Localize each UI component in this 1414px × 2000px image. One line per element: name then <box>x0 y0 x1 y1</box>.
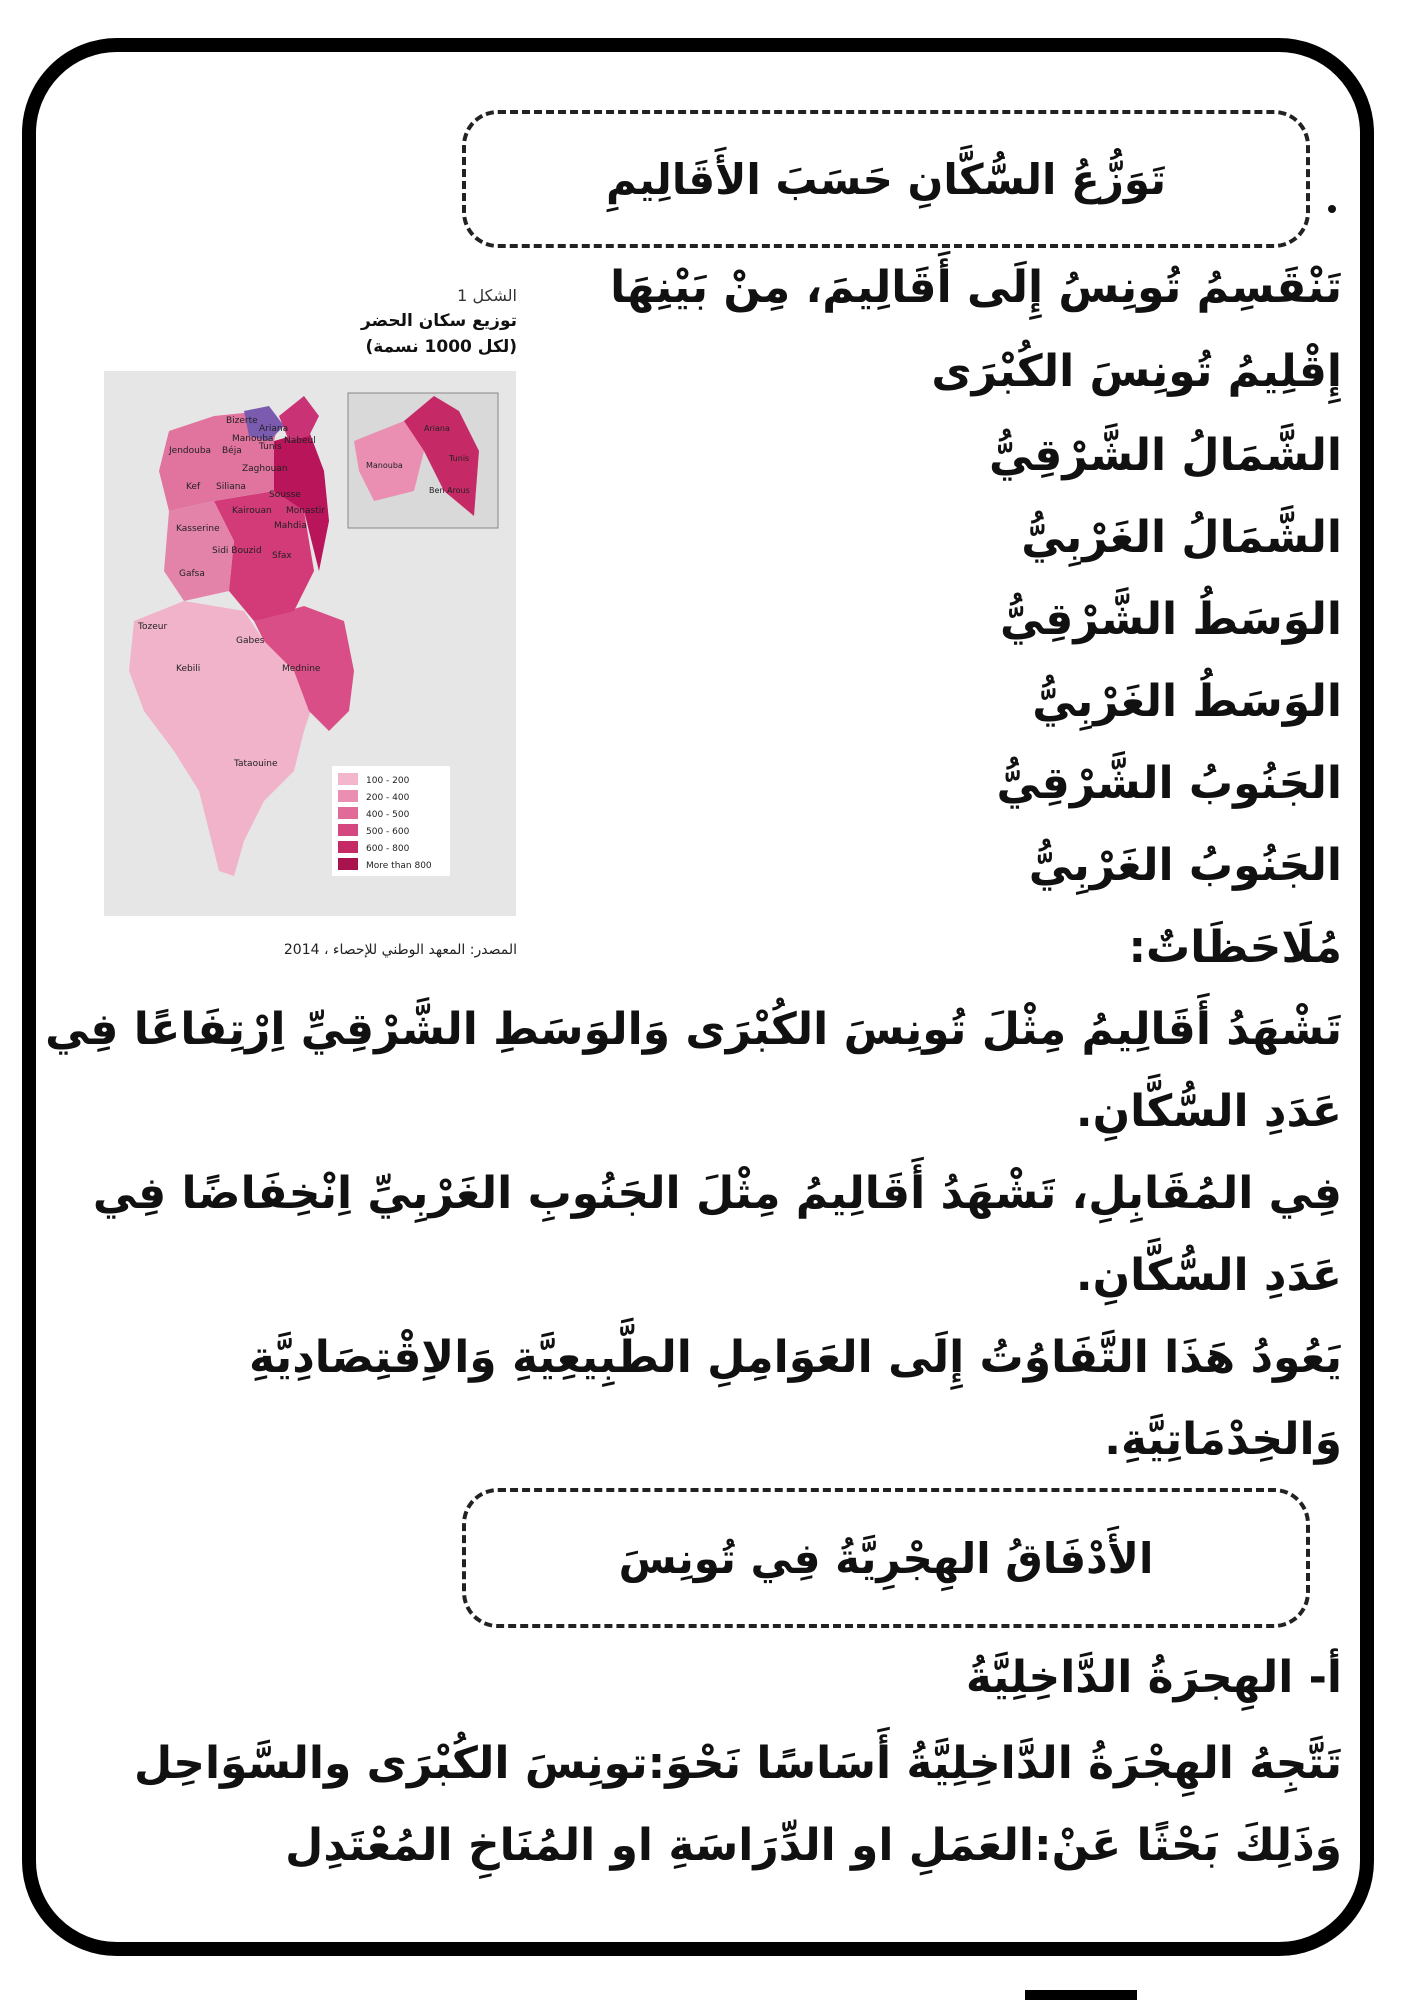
map-label: Sidi Bouzid <box>212 546 262 556</box>
region-item: الشَّمَالُ الغَرْبِيُّ <box>1021 512 1342 563</box>
migration-line: تَتَّجِهُ الهِجْرَةُ الدَّاخِلِيَّةُ أَسَاسًا نَحْوَ:تونِسَ الكُبْرَى والسَّوَاحِل <box>133 1738 1342 1789</box>
section-title: الأَدْفَاقُ الهِجْرِيَّةُ فِي تُونِسَ <box>618 1533 1154 1583</box>
region-item: الجَنُوبُ الغَرْبِيُّ <box>1028 840 1342 891</box>
notes-line: يَعُودُ هَذَا التَّفَاوُتُ إِلَى العَوَامِلِ الطَّبِيعِيَّةِ وَالاِقْتِصَادِيَّةِ <box>249 1332 1342 1383</box>
tunisia-map <box>104 371 516 916</box>
legend-swatch <box>338 790 358 802</box>
map-label: Nabeul <box>284 436 316 446</box>
map-legend <box>332 766 450 876</box>
inset-label: Ariana <box>424 424 450 433</box>
map-capebon <box>279 396 319 441</box>
map-label: Kebili <box>176 664 201 674</box>
legend-swatch <box>338 858 358 870</box>
figure-source: المصدر: المعهد الوطني للإحصاء ، 2014 <box>283 942 517 958</box>
inset-label: Tunis <box>449 454 470 463</box>
legend-label: 600 - 800 <box>366 844 410 854</box>
map-label: Sfax <box>272 551 292 561</box>
legend-swatch <box>338 807 358 819</box>
section-title-box <box>462 1488 1310 1628</box>
notes-line: عَدَدِ السُّكَّانِ. <box>1075 1250 1342 1301</box>
figure-subtitle: (لكل 1000 نسمة) <box>365 337 517 357</box>
notes-line: عَدَدِ السُّكَّانِ. <box>1075 1086 1342 1137</box>
legend-label: 400 - 500 <box>366 810 410 820</box>
map-label: Sousse <box>269 490 301 500</box>
map-label: Tozeur <box>138 622 168 632</box>
map-label: Mahdia <box>274 521 307 531</box>
bullet-dot <box>1328 205 1336 213</box>
legend-label: 500 - 600 <box>366 827 410 837</box>
notes-line: تَشْهَدُ أَقَالِيمُ مِثْلَ تُونِسَ الكُبْرَى وَالوَسَطِ الشَّرْقِيِّ اِرْتِفَاعًا فِي <box>45 1004 1342 1055</box>
map-label: Monastir <box>286 506 325 516</box>
map-label: Bizerte <box>226 416 258 426</box>
migration-line: وَذَلِكَ بَحْثًا عَنْ:العَمَلِ او الدِّرَاسَةِ او المُنَاخِ المُعْتَدِل <box>285 1820 1342 1871</box>
map-svg <box>104 371 516 916</box>
region-item: الوَسَطُ الشَّرْقِيُّ <box>1000 594 1342 645</box>
region-item: الوَسَطُ الغَرْبِيُّ <box>1032 676 1342 727</box>
section-title-box <box>462 110 1310 248</box>
page-bottom-tab <box>1025 1990 1137 2000</box>
map-label: Gafsa <box>179 569 205 579</box>
region-item: الجَنُوبُ الشَّرْقِيُّ <box>996 758 1342 809</box>
map-label: Kairouan <box>232 506 272 516</box>
legend-label: More than 800 <box>366 861 432 871</box>
map-label: Mednine <box>282 664 321 674</box>
map-label: Kasserine <box>176 524 220 534</box>
notes-line: فِي المُقَابِلِ، تَشْهَدُ أَقَالِيمُ مِثْلَ الجَنُوبِ الغَرْبِيِّ اِنْخِفَاضًا فِي <box>92 1168 1342 1219</box>
map-label: Gabes <box>236 636 265 646</box>
notes-label: مُلَاحَظَاتٌ: <box>1128 922 1342 973</box>
map-label: Ariana <box>259 424 289 434</box>
figure-number: الشكل 1 <box>457 286 517 305</box>
map-label: Manouba <box>232 434 274 444</box>
notes-line: وَالخِدْمَاتِيَّةِ. <box>1104 1414 1342 1465</box>
map-label: Tunis <box>259 442 282 452</box>
legend-label: 100 - 200 <box>366 776 410 786</box>
legend-swatch <box>338 773 358 785</box>
region-item: إِقْلِيمُ تُونِسَ الكُبْرَى <box>931 346 1342 397</box>
legend-label: 200 - 400 <box>366 793 410 803</box>
section-title: تَوَزُّعُ السُّكَّانِ حَسَبَ الأَقَالِيمِ <box>605 154 1167 204</box>
legend-swatch <box>338 841 358 853</box>
region-item: الشَّمَالُ الشَّرْقِيُّ <box>989 430 1342 481</box>
inset-label: Manouba <box>366 461 403 470</box>
map-label: Kef <box>186 482 201 492</box>
map-label: Siliana <box>216 482 246 492</box>
intro-line: تَنْقَسِمُ تُونِسُ إِلَى أَقَالِيمَ، مِنْ بَيْنِهَا <box>610 262 1342 313</box>
map-label: Béja <box>222 446 242 456</box>
migration-subtitle: أ- الهِجرَةُ الدَّاخِلِيَّةُ <box>965 1652 1342 1703</box>
map-label: Jendouba <box>169 446 212 456</box>
map-label: Zaghouan <box>242 464 288 474</box>
figure-title: توزيع سكان الحضر <box>361 311 517 331</box>
inset-label: Ben Arous <box>429 486 470 495</box>
map-label: Tataouine <box>234 759 278 769</box>
legend-swatch <box>338 824 358 836</box>
